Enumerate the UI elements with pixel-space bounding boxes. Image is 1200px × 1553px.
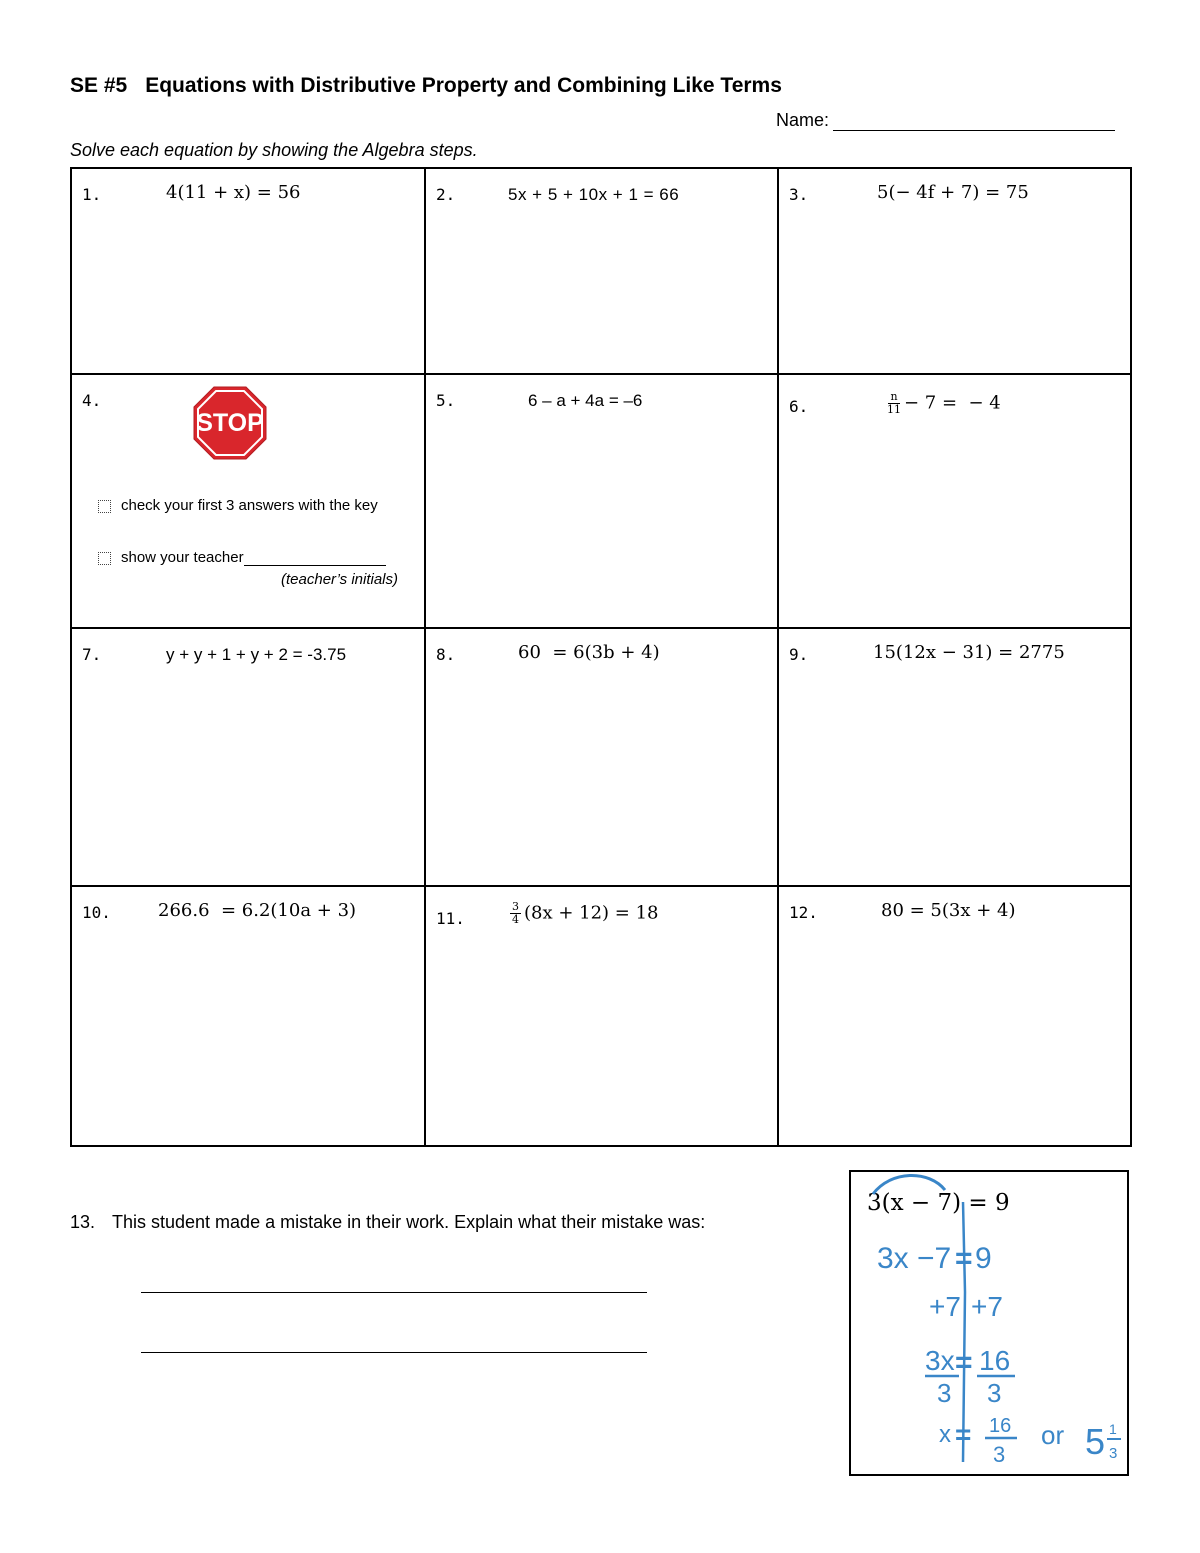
equals-mark: = <box>955 1419 972 1450</box>
step4-frac-den: 3 <box>1109 1445 1118 1462</box>
problem-number: 3. <box>789 185 809 204</box>
problem-equation: $\frac{n}{11}$ − 7 = − 4 <box>887 390 1001 417</box>
problem-number: 9. <box>789 645 809 664</box>
checklist-item-key[interactable] <box>98 497 378 514</box>
step4-or: or <box>1041 1420 1065 1450</box>
problem-number: 8. <box>436 645 456 664</box>
step1-left: 3x −7 <box>877 1242 952 1275</box>
checkbox[interactable] <box>98 552 111 565</box>
problem-cell-6[interactable] <box>779 375 1130 629</box>
problem-number: 11. <box>436 909 465 928</box>
problem-grid <box>70 167 1132 1147</box>
stop-sign-text: STOP <box>196 409 264 437</box>
fraction: $\frac{3}{4}$ <box>512 900 519 927</box>
step1-right: 9 <box>975 1242 992 1275</box>
checklist-label: check your first 3 answers with the key <box>121 497 378 514</box>
student-work-image <box>851 1172 1127 1474</box>
problem-number: 6. <box>789 397 809 416</box>
worksheet-title <box>70 74 782 98</box>
step2-left: +7 <box>929 1291 961 1322</box>
worksheet-title-text: Equations with Distributive Property and Combining Like Terms <box>145 74 782 97</box>
equals-mark: = <box>955 1242 973 1275</box>
problem-number: 4. <box>82 391 102 410</box>
step2-right: +7 <box>971 1291 1003 1322</box>
equals-mark: = <box>955 1346 973 1379</box>
question-text: This student made a mistake in their work. Explain what their mistake was: <box>112 1212 706 1232</box>
problem-equation: y + y + 1 + y + 2 = -3.75 <box>166 645 347 664</box>
name-label: Name: <box>776 110 830 130</box>
question-13 <box>70 1212 705 1233</box>
step4-num: 16 <box>989 1415 1012 1437</box>
step4-whole: 5 <box>1085 1421 1106 1462</box>
student-work-problem: 3(x − 7) = 9 <box>867 1190 1010 1216</box>
instructions: Solve each equation by showing the Algebra steps. <box>70 140 478 160</box>
problem-equation: 15(12x − 31) = 2775 <box>873 642 1065 663</box>
problem-number: 10. <box>82 903 111 922</box>
problem-equation: 80 = 5(3x + 4) <box>881 900 1016 921</box>
problem-equation: $\frac{3}{4}$ (8x + 12) = 18 <box>512 900 659 927</box>
step3-right-num: 16 <box>979 1345 1011 1376</box>
problem-cell-7[interactable] <box>72 629 426 887</box>
checklist-label: show your teacher <box>121 549 244 566</box>
stop-checkpoint-cell <box>72 375 426 629</box>
step3-right-den: 3 <box>987 1378 1002 1408</box>
problem-number: 12. <box>789 903 818 922</box>
answer-line-1[interactable] <box>141 1292 647 1293</box>
problem-equation: 6 – a + 4a = –6 <box>528 391 643 410</box>
worksheet-code: SE #5 <box>70 74 128 97</box>
step4-left: x <box>939 1421 951 1448</box>
problem-cell-1[interactable] <box>72 169 426 375</box>
step4-frac-num: 1 <box>1109 1421 1117 1437</box>
problem-number: 2. <box>436 185 456 204</box>
step3-left-den: 3 <box>937 1378 952 1408</box>
problem-cell-8[interactable] <box>426 629 779 887</box>
name-line[interactable] <box>833 112 1115 131</box>
step3-left-num: 3x <box>925 1345 955 1376</box>
problem-number: 5. <box>436 391 456 410</box>
problem-equation: 266.6 = 6.2(10a + 3) <box>158 900 357 921</box>
checklist-item-teacher[interactable] <box>98 549 386 566</box>
problem-cell-12[interactable] <box>779 887 1130 1145</box>
step4-den: 3 <box>993 1442 1006 1467</box>
answer-line-2[interactable] <box>141 1352 647 1353</box>
problem-equation: 60 = 6(3b + 4) <box>518 642 660 663</box>
initials-line[interactable] <box>244 551 386 566</box>
problem-equation: 5x + 5 + 10x + 1 = 66 <box>508 185 680 204</box>
stop-sign-icon <box>192 385 268 461</box>
problem-cell-3[interactable] <box>779 169 1130 375</box>
fraction: $\frac{n}{11}$ <box>887 390 901 417</box>
problem-cell-10[interactable] <box>72 887 426 1145</box>
problem-cell-9[interactable] <box>779 629 1130 887</box>
student-work-box <box>849 1170 1129 1476</box>
problem-cell-2[interactable] <box>426 169 779 375</box>
name-field[interactable] <box>776 110 1115 131</box>
problem-cell-5[interactable] <box>426 375 779 629</box>
problem-number: 1. <box>82 185 102 204</box>
problem-equation: 5(− 4f + 7) = 75 <box>877 182 1029 203</box>
initials-label: (teacher’s initials) <box>281 571 398 588</box>
question-number: 13. <box>70 1212 96 1232</box>
problem-equation: 4(11 + x) = 56 <box>166 182 301 203</box>
checkbox[interactable] <box>98 500 111 513</box>
problem-number: 7. <box>82 645 102 664</box>
problem-cell-11[interactable] <box>426 887 779 1145</box>
